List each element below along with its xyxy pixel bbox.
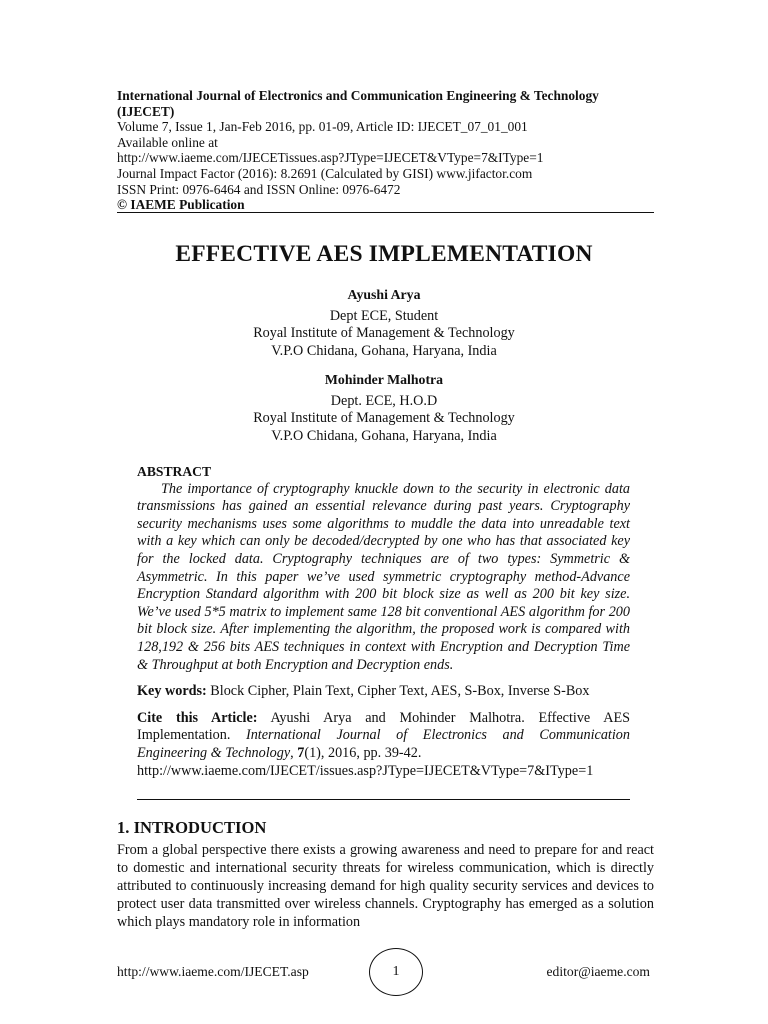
author-institute: Royal Institute of Management & Technology [253, 325, 515, 342]
citation-issue: (1), 2016, pp. 39-42. [304, 744, 422, 761]
citation-volume: 7 [297, 744, 305, 761]
abstract-section [137, 463, 630, 780]
paper-title: EFFECTIVE AES IMPLEMENTATION [175, 241, 593, 267]
issn-line: ISSN Print: 0976-6464 and ISSN Online: 0976-6472 [117, 181, 401, 197]
author-department: Dept ECE, Student [329, 307, 439, 324]
citation-label: Cite this Article: [137, 709, 258, 726]
citation-divider [137, 799, 630, 800]
introduction-body: From a global perspective there exists a growing awareness and need to prepare for and react to domestic and international security threats for wireless communication, which is directly attributed to continuously increasing demand for high quality security services and devices to protect user data transmitted over wireless channels. Cryptography has emerged as a solution which plays mandatory role in information [117, 842, 654, 930]
available-online-line: Available online at [117, 134, 218, 150]
author-name: Mohinder Malhotra [324, 372, 444, 387]
keywords-label: Key words: [137, 683, 207, 700]
author-address: V.P.O Chidana, Gohana, Haryana, India [271, 427, 497, 444]
keywords [137, 683, 630, 701]
author-block [0, 286, 768, 360]
footer-email[interactable]: editor@iaeme.com [546, 964, 650, 979]
abstract-heading: ABSTRACT [137, 464, 212, 479]
author-block [0, 371, 768, 445]
keywords-text: Block Cipher, Plain Text, Cipher Text, AES, S-Box, Inverse S-Box [210, 683, 590, 700]
page-number: 1 [369, 948, 423, 996]
author-institute: Royal Institute of Management & Technology [253, 410, 515, 427]
volume-line: Volume 7, Issue 1, Jan-Feb 2016, pp. 01-09, Article ID: IJECET_07_01_001 [117, 119, 528, 135]
author-department: Dept. ECE, H.O.D [330, 392, 438, 409]
author-name: Ayushi Arya [347, 287, 421, 302]
citation-authors-title: Ayushi Arya and Mohinder Malhotra. Effective AES Implementation. [137, 709, 630, 744]
citation-separator: , [290, 744, 294, 761]
publisher-line: © IAEME Publication [117, 197, 245, 213]
journal-header [117, 88, 654, 213]
journal-name: International Journal of Electronics and Communication Engineering & Technology (IJECET) [117, 88, 599, 119]
header-divider [117, 212, 654, 213]
author-address: V.P.O Chidana, Gohana, Haryana, India [271, 342, 497, 359]
impact-factor-line: Journal Impact Factor (2016): 8.2691 (Calculated by GISI) www.jifactor.com [117, 165, 533, 181]
introduction-section [117, 818, 654, 931]
citation [137, 710, 630, 780]
introduction-heading: 1. INTRODUCTION [117, 818, 267, 837]
abstract-body: The importance of cryptography knuckle down to the security in electronic data transmissions has gained an essential relevance during past years. Cryptography security mechanisms uses some algorithms to muddle the data into unreadable text with a key which can only be decoded/decrypted by one who has that associated key for the locked data. Cryptography techniques are of two types: Symmetric & Asymmetric. In this paper we’ve used symmetric cryptography method-Advance Encryption Standard algorithm with 200 bit block size as well as 200 bit key size. We’ve used 5*5 matrix to implement same 128 bit conventional AES algorithm for 200 bit block size. After implementing the algorithm, the proposed work is compared with 128,192 & 256 bits AES techniques in context with Encryption and Decryption Time & Throughput at both Encryption and Decryption ends. [137, 480, 630, 673]
citation-journal: International Journal of Electronics and Communication Engineering & Technology [137, 727, 630, 761]
footer-link[interactable]: http://www.iaeme.com/IJECET.asp [117, 964, 309, 979]
citation-link[interactable]: http://www.iaeme.com/IJECET/issues.asp?JType=IJECET&VType=7&IType=1 [137, 762, 594, 779]
available-online-link[interactable]: http://www.iaeme.com/IJECETissues.asp?JType=IJECET&VType=7&IType=1 [117, 150, 544, 166]
